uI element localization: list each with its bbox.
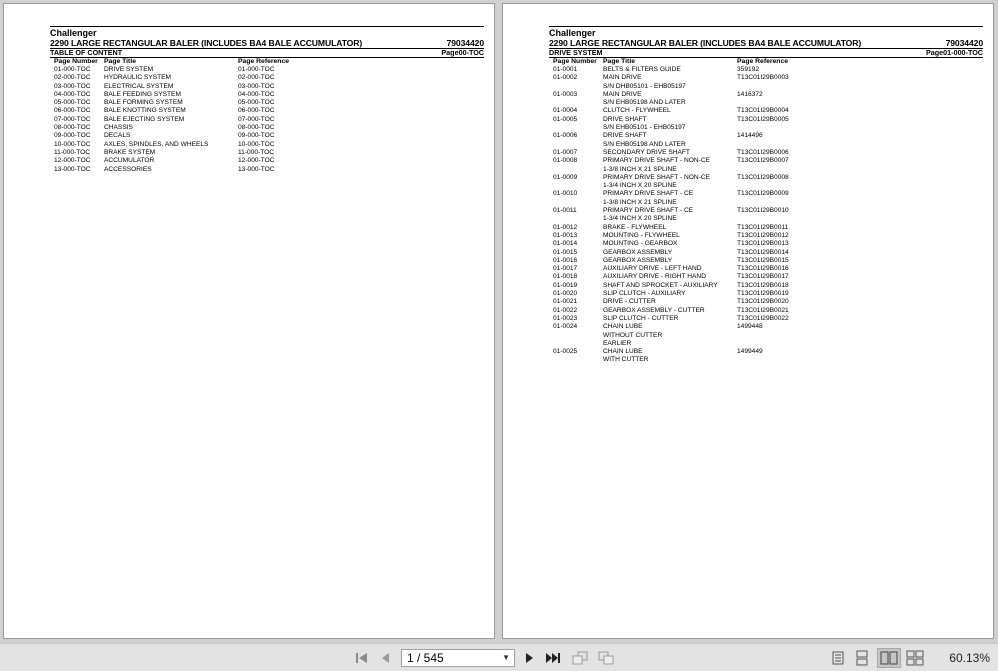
- header-page-title: Page Title: [603, 58, 635, 65]
- row-page-reference: [737, 182, 857, 190]
- row-page-title: DRIVE SHAFT: [603, 132, 647, 140]
- row-page-number: [549, 182, 603, 190]
- page-code: Page00-TOC: [441, 48, 484, 57]
- table-row: [549, 257, 983, 265]
- row-page-number: 01-0011: [553, 207, 577, 215]
- table-row: [549, 315, 983, 323]
- row-page-title: MAIN DRIVE: [603, 74, 642, 82]
- row-page-number: 01-0010: [553, 190, 578, 198]
- row-page-title: DRIVE SYSTEM: [104, 66, 154, 73]
- table-row: [549, 249, 983, 257]
- table-row: [549, 149, 983, 157]
- row-page-reference: T13C01I29B0016: [737, 265, 789, 273]
- row-page-reference: T13C01I29B0005: [737, 115, 789, 123]
- table-row: [50, 91, 484, 99]
- table-row: [549, 199, 983, 207]
- part-number: 79034420: [945, 38, 983, 48]
- row-page-reference: 1499449: [737, 348, 763, 356]
- row-page-title: S/N EHB05101 - EHB05197: [603, 124, 686, 132]
- table-row: [50, 107, 484, 115]
- row-page-title: HYDRAULIC SYSTEM: [104, 74, 172, 82]
- row-page-title: ELECTRICAL SYSTEM: [104, 82, 174, 90]
- row-page-reference: T13C01I29B0006: [737, 148, 789, 156]
- table-row: [549, 190, 983, 198]
- row-page-reference: T13C01I29B0004: [737, 107, 789, 115]
- row-page-reference: T13C01I29B0014: [737, 248, 789, 256]
- section-row: [50, 48, 484, 57]
- row-page-title: AUXILIARY DRIVE - RIGHT HAND: [603, 273, 706, 281]
- row-page-number: 01-0025: [553, 348, 578, 356]
- page-content: [549, 26, 983, 365]
- table-row: [549, 215, 983, 223]
- column-headers: [549, 57, 983, 66]
- table-row: [549, 116, 983, 124]
- table-row: [549, 307, 983, 315]
- previous-view-icon[interactable]: [570, 648, 590, 668]
- toc-table: [549, 66, 983, 365]
- table-row: [549, 107, 983, 115]
- row-page-reference: [737, 199, 857, 207]
- row-page-reference: T13C01I29B0011: [737, 223, 789, 231]
- row-page-number: 01-0023: [553, 314, 578, 322]
- title-row: [549, 39, 983, 48]
- table-row: [50, 99, 484, 107]
- document-title: 2290 LARGE RECTANGULAR BALER (INCLUDES BA4 BALE ACCUMULATOR): [549, 38, 862, 48]
- table-row: [549, 99, 983, 107]
- row-page-reference: 06-000-TOC: [238, 107, 275, 115]
- header-page-reference: Page Reference: [737, 58, 789, 65]
- row-page-number: 01-0024: [553, 323, 578, 331]
- row-page-reference: T13C01I29B0021: [737, 306, 789, 314]
- page-indicator: 1 / 545: [407, 651, 444, 665]
- row-page-reference: 1414496: [737, 132, 763, 140]
- row-page-reference: T13C01I29B0019: [737, 290, 789, 298]
- row-page-title: BALE EJECTING SYSTEM: [104, 115, 185, 123]
- last-page-icon[interactable]: [543, 648, 563, 668]
- row-page-reference: T13C01I29B0012: [737, 231, 789, 239]
- column-headers: [50, 57, 484, 66]
- row-page-number: 01-0009: [553, 173, 578, 181]
- table-row: [50, 166, 484, 174]
- table-row: [549, 207, 983, 215]
- next-view-icon[interactable]: [596, 648, 616, 668]
- toc-table: [50, 66, 484, 174]
- row-page-number: [549, 199, 603, 207]
- table-row: [549, 124, 983, 132]
- row-page-reference: T13C01I29B0018: [737, 281, 789, 289]
- row-page-reference: 12-000-TOC: [238, 157, 275, 165]
- row-page-reference: 07-000-TOC: [238, 115, 275, 123]
- row-page-title: PRIMARY DRIVE SHAFT - NON-CE: [603, 157, 710, 165]
- title-row: [50, 39, 484, 48]
- row-page-number: [549, 356, 603, 364]
- table-row: [50, 132, 484, 140]
- row-page-reference: [737, 215, 857, 223]
- row-page-title: DECALS: [104, 132, 131, 140]
- row-page-title: GEARBOX ASSEMBLY: [603, 256, 673, 264]
- row-page-reference: 03-000-TOC: [238, 82, 275, 90]
- row-page-title: 1-3/4 INCH X 20 SPLINE: [603, 182, 677, 190]
- table-row: [549, 83, 983, 91]
- row-page-number: 10-000-TOC: [54, 140, 91, 148]
- row-page-title: SLIP CLUTCH - CUTTER: [603, 314, 679, 322]
- navigation-toolbar: [0, 643, 998, 671]
- row-page-number: 01-0021: [553, 298, 578, 306]
- row-page-reference: 02-000-TOC: [238, 74, 275, 82]
- row-page-title: CHASSIS: [104, 124, 133, 132]
- header-page-number: Page Number: [54, 58, 98, 65]
- table-row: [50, 149, 484, 157]
- row-page-number: 12-000-TOC: [54, 157, 91, 165]
- row-page-title: SECONDARY DRIVE SHAFT: [603, 148, 690, 156]
- table-row: [549, 232, 983, 240]
- row-page-number: 01-0003: [553, 90, 578, 98]
- row-page-reference: 11-000-TOC: [238, 148, 275, 156]
- document-title: 2290 LARGE RECTANGULAR BALER (INCLUDES BA4 BALE ACCUMULATOR): [50, 38, 363, 48]
- row-page-reference: 10-000-TOC: [238, 140, 275, 148]
- table-row: [549, 224, 983, 232]
- row-page-reference: 08-000-TOC: [238, 124, 275, 132]
- row-page-number: 01-0013: [553, 231, 578, 239]
- row-page-number: [549, 141, 603, 149]
- table-row: [549, 132, 983, 140]
- row-page-title: WITHOUT CUTTER: [603, 331, 663, 339]
- row-page-reference: T13C01I29B0008: [737, 173, 789, 181]
- pdf-page-right: [502, 3, 994, 639]
- row-page-reference: [737, 356, 857, 364]
- page-content: [50, 26, 484, 174]
- row-page-number: 07-000-TOC: [54, 115, 91, 123]
- table-row: [549, 91, 983, 99]
- row-page-reference: T13C01I29B0017: [737, 273, 789, 281]
- row-page-reference: 13-000-TOC: [238, 165, 275, 173]
- row-page-title: 1-3/8 INCH X 21 SPLINE: [603, 198, 677, 206]
- table-row: [549, 340, 983, 348]
- table-row: [549, 174, 983, 182]
- row-page-title: SLIP CLUTCH - AUXILIARY: [603, 290, 686, 298]
- part-number: 79034420: [446, 38, 484, 48]
- table-row: [549, 348, 983, 356]
- chevron-down-icon[interactable]: ▼: [502, 653, 510, 662]
- table-row: [549, 273, 983, 281]
- row-page-number: 05-000-TOC: [54, 99, 91, 107]
- table-row: [549, 182, 983, 190]
- row-page-title: MOUNTING - FLYWHEEL: [603, 231, 680, 239]
- row-page-title: BRAKE SYSTEM: [104, 148, 156, 156]
- row-page-number: 01-0005: [553, 115, 578, 123]
- row-page-number: 09-000-TOC: [54, 132, 91, 140]
- row-page-number: [549, 340, 603, 348]
- row-page-reference: T13C01I29B0009: [737, 190, 789, 198]
- row-page-title: CLUTCH - FLYWHEEL: [603, 107, 671, 115]
- row-page-number: 01-0020: [553, 290, 578, 298]
- table-row: [549, 74, 983, 82]
- continuous-view-icon[interactable]: [852, 648, 872, 668]
- row-page-reference: 01-000-TOC: [238, 66, 275, 73]
- two-page-scroll-icon[interactable]: [905, 648, 925, 668]
- row-page-reference: 09-000-TOC: [238, 132, 275, 140]
- row-page-number: 01-0007: [553, 148, 578, 156]
- header-page-reference: Page Reference: [238, 58, 290, 65]
- table-row: [549, 265, 983, 273]
- table-row: [549, 166, 983, 174]
- page-code: Page01-000-TOC: [926, 48, 983, 57]
- row-page-number: 01-0014: [553, 240, 578, 248]
- row-page-number: 01-0015: [553, 248, 578, 256]
- row-page-title: EARLIER: [603, 339, 632, 347]
- row-page-reference: T13C01I29B0007: [737, 157, 789, 165]
- pdf-page-left: [3, 3, 495, 639]
- section-title: DRIVE SYSTEM: [549, 48, 603, 57]
- brand-name: Challenger: [50, 26, 484, 39]
- row-page-reference: T13C01I29B0003: [737, 74, 789, 82]
- header-page-title: Page Title: [104, 58, 136, 65]
- row-page-number: 01-0006: [553, 132, 578, 140]
- row-page-number: 03-000-TOC: [54, 82, 91, 90]
- row-page-title: DRIVE - CUTTER: [603, 298, 656, 306]
- row-page-title: DRIVE SHAFT: [603, 115, 647, 123]
- row-page-number: 01-0018: [553, 273, 578, 281]
- row-page-title: AUXILIARY DRIVE - LEFT HAND: [603, 265, 702, 273]
- row-page-reference: [737, 99, 857, 107]
- row-page-reference: 1499448: [737, 323, 763, 331]
- row-page-number: 01-0012: [553, 223, 578, 231]
- table-row: [50, 116, 484, 124]
- two-page-view-icon[interactable]: [877, 648, 901, 668]
- row-page-title: MAIN DRIVE: [603, 90, 642, 98]
- row-page-title: S/N EHB05198 AND LATER: [603, 99, 686, 107]
- row-page-reference: T13C01I29B0015: [737, 256, 789, 264]
- row-page-number: 01-0004: [553, 107, 578, 115]
- table-row: [50, 124, 484, 132]
- row-page-number: [549, 83, 603, 91]
- table-row: [549, 282, 983, 290]
- table-row: [50, 66, 484, 74]
- row-page-reference: 1416372: [737, 90, 763, 98]
- row-page-reference: [737, 141, 857, 149]
- row-page-reference: 04-000-TOC: [238, 90, 275, 98]
- table-row: [50, 141, 484, 149]
- row-page-number: 13-000-TOC: [54, 165, 91, 173]
- row-page-title: ACCESSORIES: [104, 165, 152, 173]
- row-page-number: 06-000-TOC: [54, 107, 91, 115]
- row-page-number: 11-000-TOC: [54, 148, 91, 156]
- row-page-reference: [737, 340, 857, 348]
- previous-page-icon[interactable]: [376, 648, 396, 668]
- row-page-reference: T13C01I29B0010: [737, 207, 789, 215]
- row-page-title: 1-3/4 INCH X 20 SPLINE: [603, 215, 677, 223]
- table-row: [549, 66, 983, 74]
- row-page-number: [549, 332, 603, 340]
- table-row: [549, 356, 983, 364]
- table-row: [50, 74, 484, 82]
- row-page-number: 04-000-TOC: [54, 90, 91, 98]
- zoom-level[interactable]: 60.13%: [949, 651, 990, 665]
- row-page-reference: 359192: [737, 66, 760, 73]
- row-page-number: 01-0001: [553, 66, 578, 73]
- row-page-title: MOUNTING - GEARBOX: [603, 240, 678, 248]
- row-page-title: BELTS & FILTERS GUIDE: [603, 66, 681, 73]
- row-page-number: [549, 215, 603, 223]
- table-row: [549, 298, 983, 306]
- first-page-icon[interactable]: [352, 648, 372, 668]
- row-page-number: 01-0008: [553, 157, 578, 165]
- row-page-number: [549, 99, 603, 107]
- row-page-title: BALE FORMING SYSTEM: [104, 99, 183, 107]
- row-page-title: BRAKE - FLYWHEEL: [603, 223, 667, 231]
- row-page-title: 1-3/8 INCH X 21 SPLINE: [603, 165, 677, 173]
- table-row: [50, 83, 484, 91]
- row-page-title: S/N DHB05101 - EHB05197: [603, 82, 686, 90]
- row-page-number: [549, 166, 603, 174]
- row-page-title: WITH CUTTER: [603, 356, 649, 364]
- row-page-title: CHAIN LUBE: [603, 323, 643, 331]
- table-row: [549, 332, 983, 340]
- row-page-title: PRIMARY DRIVE SHAFT - NON-CE: [603, 173, 710, 181]
- table-row: [549, 290, 983, 298]
- row-page-number: 08-000-TOC: [54, 124, 91, 132]
- row-page-title: SHAFT AND SPROCKET - AUXILIARY: [603, 281, 718, 289]
- section-row: [549, 48, 983, 57]
- row-page-number: 01-0017: [553, 265, 578, 273]
- row-page-reference: T13C01I29B0013: [737, 240, 789, 248]
- row-page-number: 01-0016: [553, 256, 578, 264]
- table-row: [549, 141, 983, 149]
- row-page-reference: 05-000-TOC: [238, 99, 275, 107]
- brand-name: Challenger: [549, 26, 983, 39]
- page-number-input[interactable]: [401, 649, 515, 667]
- header-page-number: Page Number: [553, 58, 597, 65]
- row-page-number: 01-000-TOC: [54, 66, 91, 73]
- row-page-reference: T13C01I29B0022: [737, 314, 789, 322]
- section-title: TABLE OF CONTENT: [50, 48, 123, 57]
- row-page-title: BALE KNOTTING SYSTEM: [104, 107, 186, 115]
- row-page-reference: [737, 332, 857, 340]
- table-row: [549, 157, 983, 165]
- row-page-title: ACCUMULATOR: [104, 157, 155, 165]
- table-row: [549, 240, 983, 248]
- row-page-title: PRIMARY DRIVE SHAFT - CE: [603, 207, 694, 215]
- row-page-number: 01-0022: [553, 306, 578, 314]
- row-page-title: BALE FEEDING SYSTEM: [104, 90, 181, 98]
- row-page-reference: [737, 166, 857, 174]
- row-page-title: GEARBOX ASSEMBLY: [603, 248, 673, 256]
- table-row: [549, 323, 983, 331]
- row-page-title: CHAIN LUBE: [603, 348, 643, 356]
- row-page-number: 01-0019: [553, 281, 578, 289]
- row-page-number: 01-0002: [553, 74, 578, 82]
- table-row: [50, 157, 484, 165]
- row-page-title: PRIMARY DRIVE SHAFT - CE: [603, 190, 694, 198]
- row-page-number: [549, 124, 603, 132]
- next-page-icon[interactable]: [519, 648, 539, 668]
- row-page-number: 02-000-TOC: [54, 74, 91, 82]
- row-page-title: GEARBOX ASSEMBLY - CUTTER: [603, 306, 705, 314]
- row-page-title: AXLES, SPINDLES, AND WHEELS: [104, 140, 209, 148]
- row-page-reference: T13C01I29B0020: [737, 298, 789, 306]
- row-page-title: S/N EHB05198 AND LATER: [603, 140, 686, 148]
- single-page-view-icon[interactable]: [828, 648, 848, 668]
- row-page-reference: [737, 83, 857, 91]
- row-page-reference: [737, 124, 857, 132]
